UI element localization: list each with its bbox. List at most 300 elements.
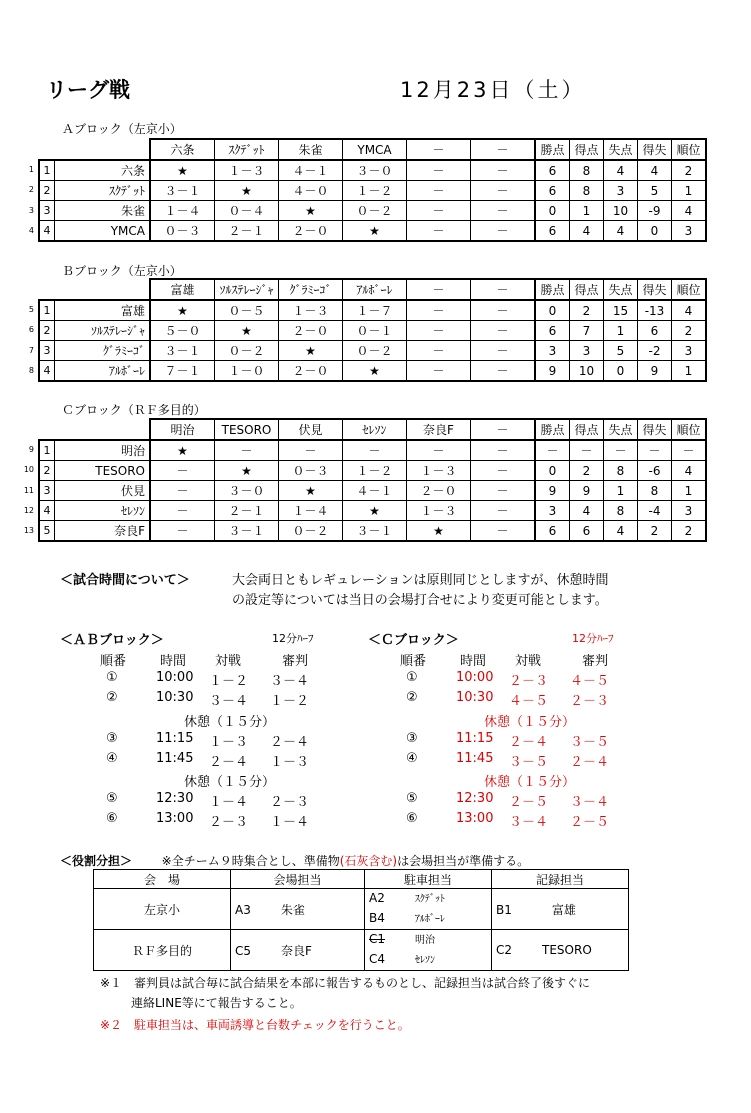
- stat-cell: －: [570, 440, 604, 461]
- result-cell: ２－０: [279, 361, 343, 382]
- result-cell: ０－１: [343, 321, 407, 341]
- schedule-match: ２－４: [209, 755, 249, 770]
- roles-header-parking: 駐車担当: [365, 870, 492, 889]
- result-cell: ２－０: [279, 221, 343, 242]
- stat-cell: －: [535, 440, 570, 461]
- stat-cell: 4: [604, 521, 638, 542]
- result-cell: １－３: [215, 160, 279, 181]
- result-cell: ★: [343, 361, 407, 382]
- stat-cell: 15: [604, 300, 638, 321]
- table-row: [39, 461, 706, 481]
- header-blank: [39, 139, 150, 160]
- roles-venue-duty-1: [231, 889, 365, 930]
- stat-cell: 10: [604, 201, 638, 221]
- result-cell: －: [407, 361, 471, 382]
- stat-cell: 1: [570, 201, 604, 221]
- stat-cell: 1: [672, 481, 707, 501]
- opponent-header: 朱雀: [279, 139, 343, 160]
- opponent-header: ｸﾞﾗﾐｰｺﾞ: [279, 279, 343, 300]
- stat-cell: 8: [570, 181, 604, 201]
- stat-cell: 8: [604, 461, 638, 481]
- schedule-ref: ２－５: [570, 815, 610, 830]
- code: C1: [369, 932, 386, 946]
- opponent-header: －: [471, 139, 536, 160]
- event-date: 12月23日（土）: [400, 78, 586, 102]
- schedule-time: 11:15: [456, 731, 494, 746]
- schedule-ref: ３－４: [570, 795, 610, 810]
- stat-cell: 2: [672, 321, 707, 341]
- result-cell: －: [407, 300, 471, 321]
- result-cell: －: [279, 440, 343, 461]
- schedule-ab-format: 12分ﾊｰﾌ: [272, 632, 314, 645]
- result-cell: ★: [279, 201, 343, 221]
- result-cell: ３－１: [343, 521, 407, 542]
- stat-header: 得失: [638, 279, 672, 300]
- row-index: 3: [39, 481, 55, 501]
- note-2: ※２ 駐車担当は、車両誘導と台数チェックを行うこと。: [100, 1018, 410, 1032]
- stat-cell: 4: [570, 221, 604, 242]
- row-team: YMCA: [55, 221, 151, 242]
- result-cell: １－２: [343, 461, 407, 481]
- schedule-ref: ２－４: [270, 735, 310, 750]
- row-team: ｽｸﾃﾞｯﾄ: [55, 181, 151, 201]
- block-b-table: [38, 278, 707, 382]
- schedule-c-format: 12分ﾊｰﾌ: [572, 632, 614, 645]
- block-c-table: [38, 418, 707, 542]
- table-row: [39, 181, 706, 201]
- roles-header-venue: 会 場: [94, 870, 231, 889]
- stat-cell: 9: [638, 361, 672, 382]
- stat-cell: 6: [638, 321, 672, 341]
- schedule-no: ①: [406, 670, 418, 685]
- block-a-rownums: [22, 160, 34, 241]
- match-time-line1: 大会両日ともレギュレーションは原則同じとしますが、休憩時間: [232, 573, 609, 588]
- row-team: TESORO: [55, 461, 151, 481]
- schedule-match: ４－５: [509, 694, 549, 709]
- result-cell: －: [215, 440, 279, 461]
- stat-cell: 7: [570, 321, 604, 341]
- stat-header: 失点: [604, 279, 638, 300]
- opponent-header: ｱﾙﾎﾞｰﾚ: [343, 279, 407, 300]
- opponent-header: 奈良F: [407, 419, 471, 440]
- stat-header: 失点: [604, 139, 638, 160]
- stat-cell: 4: [604, 221, 638, 242]
- result-cell: ２－１: [215, 501, 279, 521]
- stat-cell: -9: [638, 201, 672, 221]
- result-cell: －: [471, 321, 536, 341]
- row-index: 3: [39, 201, 55, 221]
- result-cell: １－３: [279, 300, 343, 321]
- result-cell: ★: [215, 181, 279, 201]
- row-team: ｸﾞﾗﾐｰｺﾞ: [55, 341, 151, 361]
- stat-cell: 0: [604, 361, 638, 382]
- row-number: 12: [23, 505, 34, 515]
- result-cell: －: [471, 201, 536, 221]
- result-cell: －: [407, 440, 471, 461]
- result-cell: －: [150, 461, 215, 481]
- result-cell: ★: [215, 461, 279, 481]
- row-team: 明治: [55, 440, 151, 461]
- stat-cell: 1: [672, 361, 707, 382]
- schedule-ref: ２－３: [270, 795, 310, 810]
- stat-cell: 2: [672, 160, 707, 181]
- roles-header-venue-duty: 会場担当: [231, 870, 365, 889]
- row-number: 13: [23, 526, 34, 536]
- match-time-heading: ＜試合時間について＞: [60, 573, 190, 588]
- schedule-col-header: 対戦: [515, 654, 542, 669]
- team: ｾﾚｿﾝ: [415, 955, 436, 966]
- stat-cell: 5: [604, 341, 638, 361]
- table-row: [39, 521, 706, 542]
- opponent-header: －: [471, 279, 536, 300]
- result-cell: ★: [150, 160, 215, 181]
- result-cell: ３－１: [215, 521, 279, 542]
- row-team: ｾﾚｿﾝ: [55, 501, 151, 521]
- row-number: 10: [23, 465, 34, 475]
- stat-header: 得失: [638, 139, 672, 160]
- result-cell: ★: [150, 440, 215, 461]
- row-index: 2: [39, 461, 55, 481]
- stat-header: 順位: [672, 279, 707, 300]
- stat-header: 得点: [570, 279, 604, 300]
- schedule-no: ②: [406, 690, 418, 705]
- result-cell: ２－０: [407, 481, 471, 501]
- table-row: [39, 321, 706, 341]
- schedule-match: ２－３: [209, 815, 249, 830]
- team: 奈良F: [281, 943, 312, 958]
- schedule-col-header: 審判: [582, 654, 609, 669]
- schedule-no: ④: [406, 751, 418, 766]
- stat-cell: 4: [604, 160, 638, 181]
- block-a-table: [38, 138, 707, 242]
- table-row: [39, 361, 706, 382]
- schedule-col-header: 順番: [100, 654, 127, 669]
- schedule-match: ２－５: [509, 795, 549, 810]
- row-number: 11: [23, 485, 34, 495]
- stat-header: 勝点: [535, 419, 570, 440]
- stat-cell: －: [604, 440, 638, 461]
- opponent-header: YMCA: [343, 139, 407, 160]
- schedule-ref: ２－３: [570, 694, 610, 709]
- schedule-no: ③: [406, 731, 418, 746]
- row-team: 奈良F: [55, 521, 151, 542]
- result-cell: －: [407, 221, 471, 242]
- team: ｱﾙﾎﾞｰﾚ: [414, 914, 445, 925]
- schedule-break: 休憩（１５分）: [184, 715, 276, 730]
- schedule-match: ３－５: [509, 755, 549, 770]
- row-index: 1: [39, 160, 55, 181]
- result-cell: －: [407, 201, 471, 221]
- header-blank: [39, 419, 150, 440]
- schedule-col-header: 審判: [282, 654, 309, 669]
- stat-cell: 3: [604, 181, 638, 201]
- opponent-header: 伏見: [279, 419, 343, 440]
- schedule-match: １－４: [209, 795, 249, 810]
- result-cell: －: [407, 341, 471, 361]
- result-cell: ０－４: [215, 201, 279, 221]
- stat-header: 得失: [638, 419, 672, 440]
- stat-cell: 5: [638, 181, 672, 201]
- schedule-ref: ３－４: [270, 674, 310, 689]
- result-cell: －: [471, 521, 536, 542]
- stat-cell: 1: [604, 481, 638, 501]
- row-number: 2: [28, 185, 34, 195]
- opponent-header: －: [407, 279, 471, 300]
- schedule-time: 13:00: [456, 811, 494, 826]
- schedule-ref: ２－４: [570, 755, 610, 770]
- result-cell: １－４: [150, 201, 215, 221]
- stat-cell: 3: [672, 221, 707, 242]
- schedule-time: 11:45: [456, 751, 494, 766]
- row-index: 4: [39, 221, 55, 242]
- result-cell: －: [471, 440, 536, 461]
- roles-heading: ＜役割分担＞: [60, 854, 133, 868]
- opponent-header: ｿﾙｽﾃﾚｰｼﾞｬ: [215, 279, 279, 300]
- roles-venue-2: ＲＦ多目的: [94, 930, 231, 971]
- page-title: リーグ戦: [46, 78, 130, 102]
- row-index: 4: [39, 361, 55, 382]
- result-cell: ０－３: [150, 221, 215, 242]
- block-a-label: Ａブロック（左京小）: [62, 122, 182, 136]
- stat-cell: 8: [570, 160, 604, 181]
- stat-cell: 0: [535, 201, 570, 221]
- row-team: 富雄: [55, 300, 151, 321]
- stat-header: 得点: [570, 419, 604, 440]
- stat-cell: 9: [570, 481, 604, 501]
- header-blank: [39, 279, 150, 300]
- schedule-ref: ３－５: [570, 735, 610, 750]
- table-row: [39, 201, 706, 221]
- row-number: 1: [28, 165, 34, 174]
- result-cell: ２－１: [215, 221, 279, 242]
- schedule-match: ２－３: [509, 674, 549, 689]
- result-cell: ５－０: [150, 321, 215, 341]
- schedule-match: ３－４: [209, 694, 249, 709]
- result-cell: －: [150, 521, 215, 542]
- schedule-match: １－３: [209, 735, 249, 750]
- schedule-no: ⑥: [406, 811, 418, 826]
- schedule-c-heading: ＜Ｃブロック＞: [368, 633, 459, 648]
- stat-cell: －: [672, 440, 707, 461]
- stat-cell: 2: [570, 300, 604, 321]
- table-row: [39, 341, 706, 361]
- result-cell: －: [471, 181, 536, 201]
- stat-header: 順位: [672, 419, 707, 440]
- code: A2: [369, 891, 385, 905]
- row-team: ｿﾙｽﾃﾚｰｼﾞｬ: [55, 321, 151, 341]
- stat-cell: 9: [535, 361, 570, 382]
- code: C5: [235, 943, 252, 958]
- result-cell: －: [471, 361, 536, 382]
- roles-note-post: は会場担当が準備する。: [397, 854, 530, 868]
- table-row: [39, 160, 706, 181]
- block-c-label: Ｃブロック（ＲＦ多目的）: [62, 403, 206, 417]
- table-row: [39, 481, 706, 501]
- row-index: 1: [39, 300, 55, 321]
- schedule-no: ⑤: [106, 791, 118, 806]
- table-row: [39, 440, 706, 461]
- roles-parking-1: [365, 889, 492, 930]
- result-cell: ４－１: [279, 160, 343, 181]
- schedule-match: １－２: [209, 674, 249, 689]
- schedule-no: ②: [106, 690, 118, 705]
- stat-header: 得点: [570, 139, 604, 160]
- stat-cell: 3: [535, 501, 570, 521]
- stat-cell: 3: [672, 501, 707, 521]
- row-index: 2: [39, 321, 55, 341]
- result-cell: ★: [279, 481, 343, 501]
- row-index: 4: [39, 501, 55, 521]
- stat-cell: 0: [535, 461, 570, 481]
- team: ｽｸﾃﾞｯﾄ: [414, 894, 445, 905]
- stat-header: 失点: [604, 419, 638, 440]
- stat-cell: 0: [638, 221, 672, 242]
- stat-cell: 6: [535, 521, 570, 542]
- stat-cell: 6: [535, 181, 570, 201]
- result-cell: －: [407, 321, 471, 341]
- result-cell: －: [150, 481, 215, 501]
- stat-cell: 4: [638, 160, 672, 181]
- opponent-header: 明治: [150, 419, 215, 440]
- schedule-break: 休憩（１５分）: [484, 715, 576, 730]
- stat-cell: 8: [638, 481, 672, 501]
- stat-cell: 1: [604, 321, 638, 341]
- result-cell: －: [407, 181, 471, 201]
- code: B4: [369, 911, 385, 925]
- schedule-time: 10:00: [156, 670, 194, 685]
- stat-cell: 6: [570, 521, 604, 542]
- result-cell: ３－０: [343, 160, 407, 181]
- stat-cell: 6: [535, 160, 570, 181]
- stat-cell: -6: [638, 461, 672, 481]
- row-number: 4: [28, 225, 34, 235]
- stat-cell: 2: [570, 461, 604, 481]
- row-index: 2: [39, 181, 55, 201]
- stat-cell: 8: [604, 501, 638, 521]
- table-row: [39, 300, 706, 321]
- row-index: 5: [39, 521, 55, 542]
- result-cell: ４－０: [279, 181, 343, 201]
- result-cell: １－３: [407, 501, 471, 521]
- result-cell: －: [150, 501, 215, 521]
- schedule-ab-heading: ＜ＡＢブロック＞: [60, 633, 164, 648]
- team: 富雄: [551, 902, 576, 917]
- result-cell: ０－２: [343, 341, 407, 361]
- result-cell: －: [407, 160, 471, 181]
- result-cell: １－３: [407, 461, 471, 481]
- row-index: 3: [39, 341, 55, 361]
- schedule-time: 10:30: [456, 690, 494, 705]
- stat-cell: 4: [672, 461, 707, 481]
- roles-note-pre: ※全チーム９時集合とし、準備物: [161, 854, 340, 868]
- stat-cell: -2: [638, 341, 672, 361]
- block-b-label: Ｂブロック（左京小）: [62, 264, 182, 278]
- block-c-rownums: [22, 440, 34, 541]
- opponent-header: －: [471, 419, 536, 440]
- stat-header: 勝点: [535, 139, 570, 160]
- opponent-header: 富雄: [150, 279, 215, 300]
- result-cell: －: [471, 481, 536, 501]
- opponent-header: 六条: [150, 139, 215, 160]
- opponent-header: ｾﾚｿﾝ: [343, 419, 407, 440]
- stat-cell: 3: [535, 341, 570, 361]
- result-cell: －: [471, 160, 536, 181]
- schedule-col-header: 時間: [160, 654, 187, 669]
- result-cell: ３－１: [150, 341, 215, 361]
- roles-table: [93, 869, 629, 971]
- schedule-time: 11:15: [156, 731, 194, 746]
- result-cell: －: [343, 440, 407, 461]
- result-cell: ２－０: [279, 321, 343, 341]
- stat-cell: 3: [570, 341, 604, 361]
- result-cell: １－０: [215, 361, 279, 382]
- schedule-no: ③: [106, 731, 118, 746]
- row-number: 6: [28, 325, 34, 335]
- result-cell: ３－０: [215, 481, 279, 501]
- roles-header-record: 記録担当: [492, 870, 629, 889]
- stat-header: 順位: [672, 139, 707, 160]
- stat-cell: －: [638, 440, 672, 461]
- match-time-line2: の設定等については当日の会場打合せにより変更可能とします。: [232, 593, 608, 608]
- opponent-header: －: [407, 139, 471, 160]
- row-team: 朱雀: [55, 201, 151, 221]
- row-number: 3: [28, 205, 34, 215]
- roles-venue-duty-2: [231, 930, 365, 971]
- team: TESORO: [542, 943, 592, 957]
- roles-heading-line: [60, 852, 529, 869]
- stat-cell: 2: [672, 521, 707, 542]
- result-cell: ３－１: [150, 181, 215, 201]
- schedule-no: ①: [106, 670, 118, 685]
- table-row: [39, 221, 706, 242]
- schedule-time: 10:30: [156, 690, 194, 705]
- stat-cell: 2: [638, 521, 672, 542]
- schedule-ref: １－４: [270, 815, 310, 830]
- team: 朱雀: [280, 902, 305, 917]
- row-index: 1: [39, 440, 55, 461]
- schedule-ref: ４－５: [570, 674, 610, 689]
- result-cell: １－４: [279, 501, 343, 521]
- note-1b: 連絡LINE等にて報告すること。: [131, 996, 302, 1010]
- stat-header: 勝点: [535, 279, 570, 300]
- result-cell: ４－１: [343, 481, 407, 501]
- team: 明治: [415, 935, 436, 946]
- schedule-break: 休憩（１５分）: [184, 775, 276, 790]
- code: A3: [235, 902, 251, 917]
- schedule-time: 12:30: [156, 791, 194, 806]
- code: C4: [369, 952, 386, 966]
- schedule-col-header: 時間: [460, 654, 487, 669]
- result-cell: ０－５: [215, 300, 279, 321]
- stat-cell: 10: [570, 361, 604, 382]
- row-number: 7: [28, 345, 34, 355]
- stat-cell: 4: [570, 501, 604, 521]
- stat-cell: 0: [535, 300, 570, 321]
- row-number: 8: [28, 365, 34, 375]
- schedule-time: 13:00: [156, 811, 194, 826]
- block-b-rownums: [22, 300, 34, 381]
- schedule-time: 12:30: [456, 791, 494, 806]
- result-cell: ★: [215, 321, 279, 341]
- result-cell: ★: [343, 501, 407, 521]
- schedule-no: ④: [106, 751, 118, 766]
- stat-cell: -13: [638, 300, 672, 321]
- result-cell: ★: [407, 521, 471, 542]
- result-cell: －: [471, 341, 536, 361]
- result-cell: －: [471, 461, 536, 481]
- result-cell: ０－２: [343, 201, 407, 221]
- result-cell: －: [471, 300, 536, 321]
